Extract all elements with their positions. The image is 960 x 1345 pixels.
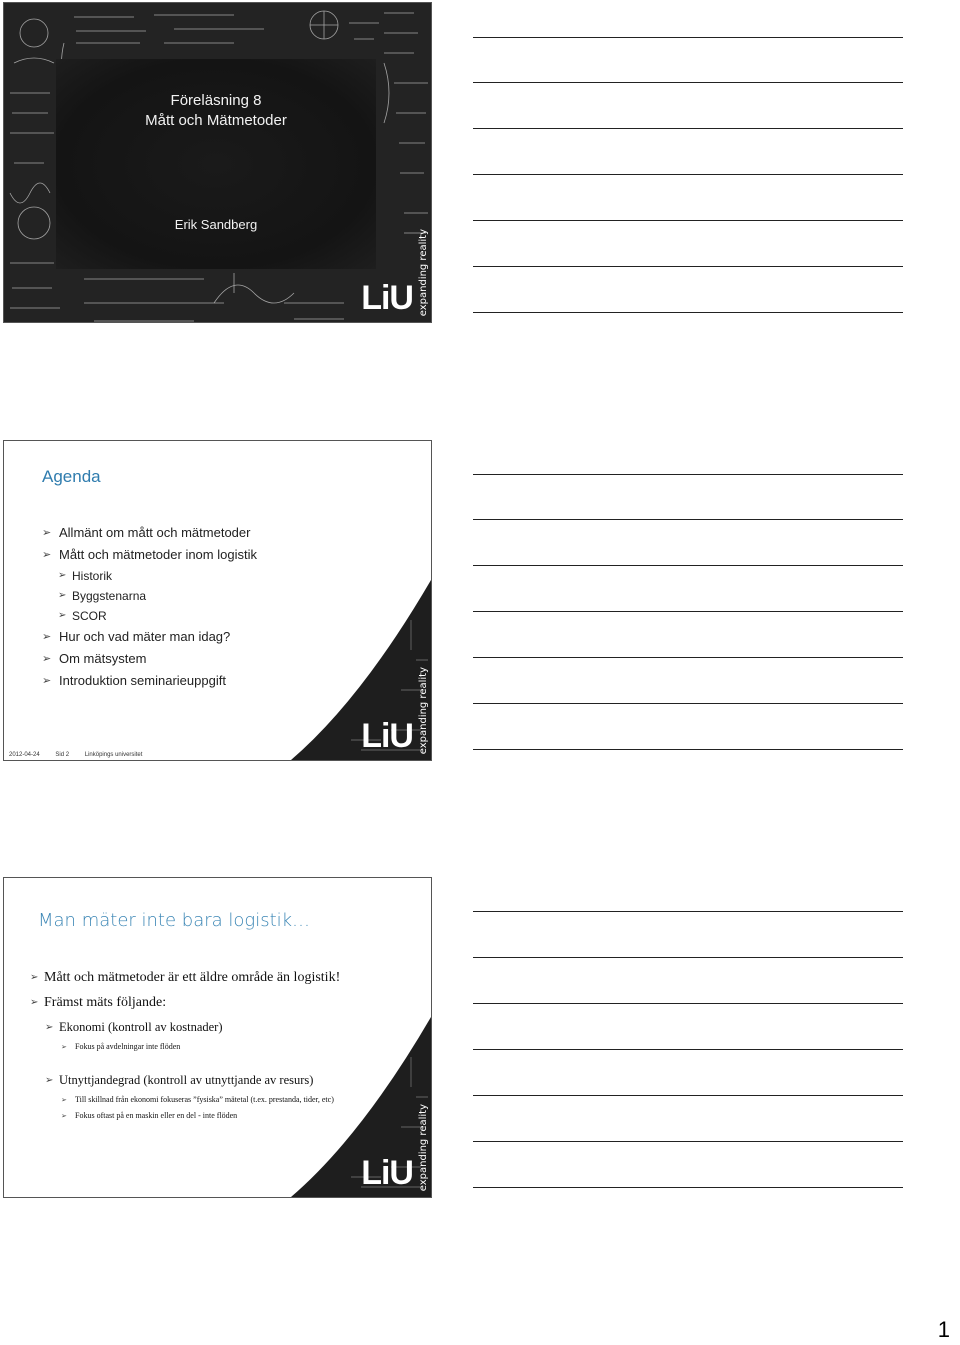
note-line: [473, 128, 903, 129]
arrow-bullet-icon: ➢: [42, 549, 52, 561]
note-line: [473, 957, 903, 958]
note-line: [473, 1049, 903, 1050]
note-line: [473, 657, 903, 658]
list-item-text: Främst mäts följande:: [44, 995, 167, 1010]
list-item-text: SCOR: [72, 609, 107, 623]
agenda-title: Agenda: [42, 467, 101, 486]
note-line: [473, 703, 903, 704]
arrow-bullet-icon: ➢: [42, 527, 52, 539]
liu-logo: LiU: [361, 717, 413, 755]
arrow-bullet-icon: ➢: [30, 997, 39, 1008]
note-line: [473, 82, 903, 83]
agenda-list: [42, 525, 257, 695]
note-line: [473, 474, 903, 475]
list-item: [42, 651, 257, 666]
note-line: [473, 174, 903, 175]
arrow-bullet-icon: ➢: [61, 1043, 67, 1051]
slide-title: [3, 2, 432, 323]
note-line: [473, 312, 903, 313]
list-item-text: Fokus på avdelningar inte flöden: [75, 1042, 181, 1051]
list-item-text: Mått och mätmetoder är ett äldre område än logistik!: [44, 970, 341, 985]
arrow-bullet-icon: ➢: [58, 610, 67, 621]
list-item-text: Om mätsystem: [59, 651, 147, 666]
author-name: Erik Sandberg: [174, 217, 258, 232]
note-line: [473, 611, 903, 612]
arrow-bullet-icon: ➢: [42, 631, 52, 643]
tagline: expanding reality: [418, 1103, 429, 1191]
note-line: [473, 1003, 903, 1004]
footer-slide-number: Sid 2: [55, 752, 70, 758]
list-item-text: Historik: [72, 569, 113, 583]
list-item-text: Hur och vad mäter man idag?: [59, 629, 231, 644]
title-line-2: Mått och Mätmetoder: [145, 112, 287, 129]
liu-logo: LiU: [361, 279, 413, 317]
arrow-bullet-icon: ➢: [58, 570, 67, 581]
list-item-text: Byggstenarna: [72, 589, 147, 603]
note-line: [473, 1095, 903, 1096]
note-line: [473, 1187, 903, 1188]
list-item-text: Allmänt om mått och mätmetoder: [59, 525, 251, 540]
tagline: expanding reality: [418, 228, 429, 316]
slide-agenda: [3, 440, 432, 761]
note-line: [473, 565, 903, 566]
list-item: [30, 995, 340, 1011]
note-line: [473, 37, 903, 38]
list-item: [58, 589, 257, 603]
liu-logo: LiU: [361, 1154, 413, 1192]
slide-heading: Man mäter inte bara logistik…: [38, 910, 311, 931]
list-item: [42, 525, 257, 540]
list-item: [45, 1073, 340, 1088]
title-line-1: Föreläsning 8: [170, 92, 262, 109]
list-item: [58, 569, 257, 583]
arrow-bullet-icon: ➢: [30, 972, 39, 983]
slide-title-text: [56, 91, 376, 131]
arrow-bullet-icon: ➢: [42, 653, 52, 665]
list-item: [42, 629, 257, 644]
list-item: [61, 1111, 340, 1120]
note-line: [473, 220, 903, 221]
list-item-text: Fokus oftast på en maskin eller en del - inte flöden: [75, 1111, 238, 1120]
footer-university: Linköpings universitet: [84, 752, 143, 758]
list-item: [42, 547, 257, 562]
content-list: [30, 970, 340, 1127]
slide-measurement: [3, 877, 432, 1198]
note-line: [473, 519, 903, 520]
arrow-bullet-icon: ➢: [58, 590, 67, 601]
list-item: [58, 609, 257, 623]
note-line: [473, 911, 903, 912]
list-item: [45, 1020, 340, 1035]
tagline: expanding reality: [418, 666, 429, 754]
list-item: [30, 970, 340, 986]
arrow-bullet-icon: ➢: [45, 1075, 54, 1086]
list-item-text: Ekonomi (kontroll av kostnader): [59, 1020, 223, 1034]
arrow-bullet-icon: ➢: [61, 1096, 67, 1104]
note-line: [473, 1141, 903, 1142]
slide-footer: [9, 752, 156, 758]
list-item: [42, 673, 257, 688]
list-item: [61, 1042, 340, 1051]
note-line: [473, 749, 903, 750]
list-item-text: Till skillnad från ekonomi fokuseras ”fysiska” mätetal (t.ex. prestanda, tider, etc): [75, 1095, 334, 1104]
arrow-bullet-icon: ➢: [61, 1112, 67, 1120]
arrow-bullet-icon: ➢: [45, 1022, 54, 1033]
list-item: [61, 1095, 340, 1104]
list-item-text: Mått och mätmetoder inom logistik: [59, 547, 257, 562]
arrow-bullet-icon: ➢: [42, 675, 52, 687]
note-line: [473, 266, 903, 267]
footer-date: 2012-04-24: [9, 752, 40, 758]
list-item-text: Introduktion seminarieuppgift: [59, 673, 226, 688]
page-number: 1: [937, 1317, 950, 1342]
list-item-text: Utnyttjandegrad (kontroll av utnyttjande av resurs): [59, 1073, 314, 1087]
